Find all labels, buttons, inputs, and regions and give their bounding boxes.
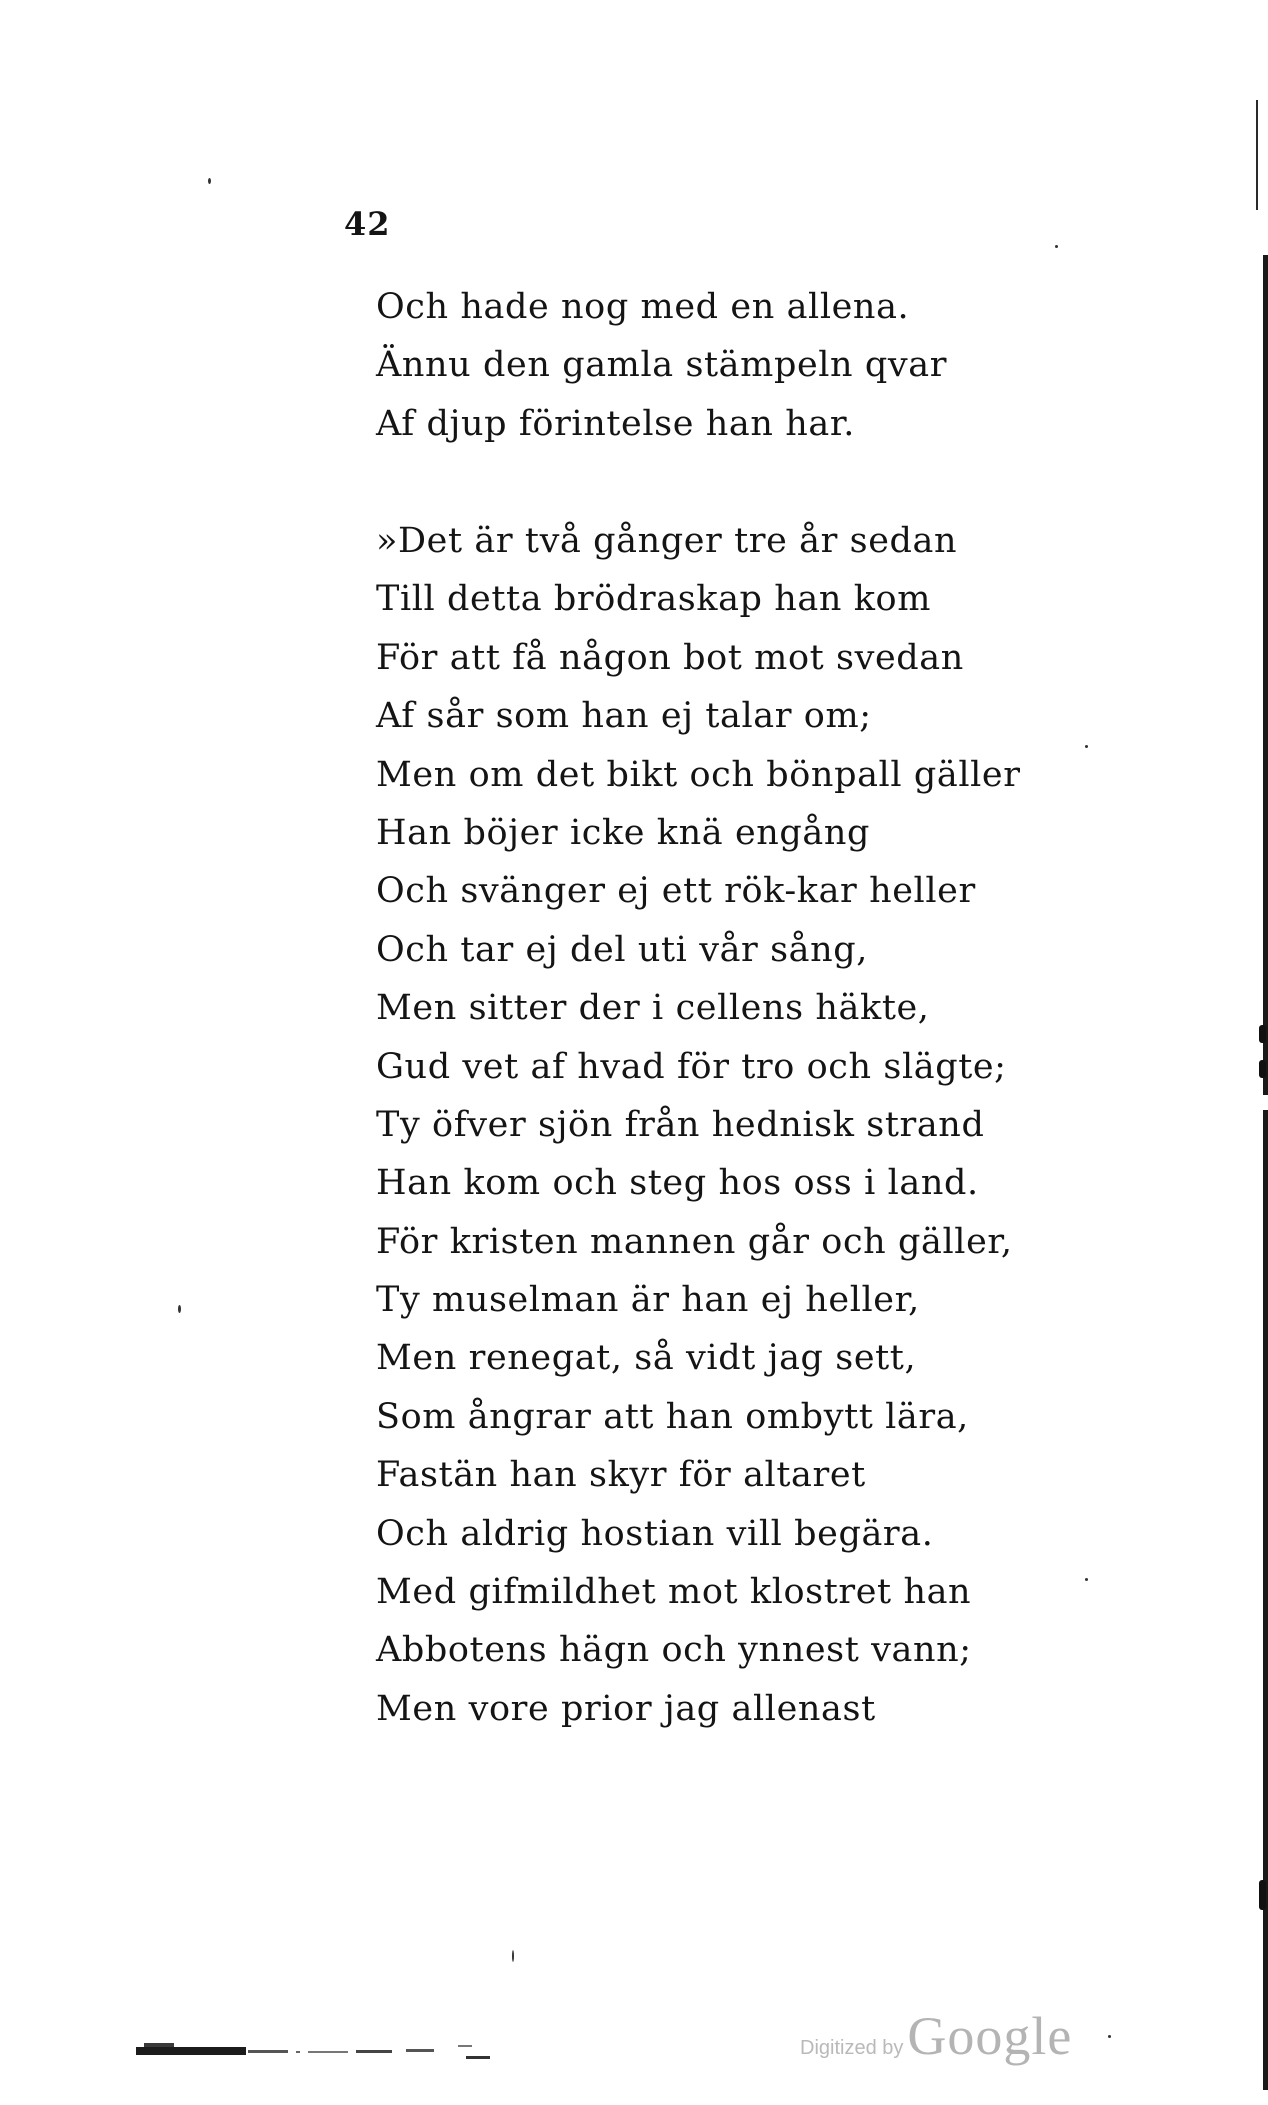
scan-speck: [1085, 745, 1088, 748]
poem-line: Gud vet af hvad för tro och slägte;: [376, 1046, 1007, 1087]
poem-line: För att få någon bot mot svedan: [376, 637, 964, 678]
poem-line: För kristen mannen går och gäller,: [376, 1221, 1013, 1262]
scan-speck: [512, 1950, 514, 1962]
poem-line: Med gifmildhet mot klostret han: [376, 1572, 972, 1613]
poem-line: Men renegat, så vidt jag sett,: [376, 1338, 917, 1379]
poem-line: Han kom och steg hos oss i land.: [376, 1163, 979, 1204]
scan-speck: [1085, 1578, 1088, 1581]
watermark-brand: Google: [907, 2006, 1073, 2066]
poem-line: Han böjer icke knä engång: [376, 812, 871, 853]
poem-line: Af sår som han ej talar om;: [376, 696, 872, 737]
scan-edge-blob: [1259, 1880, 1266, 1910]
poem-line: Ty öfver sjön från hednisk strand: [376, 1104, 985, 1145]
poem-line: Men om det bikt och bönpall gäller: [376, 754, 1021, 795]
poem-line: Till detta brödraskap han kom: [376, 579, 932, 620]
digitization-watermark: [800, 2005, 1072, 2067]
poem-line: »Det är två gånger tre år sedan: [376, 521, 958, 561]
poem-line: Och aldrig hostian vill begära.: [376, 1513, 934, 1554]
scan-speck: [208, 178, 211, 184]
watermark-prefix: Digitized by: [800, 2037, 904, 2059]
poem-line: Abbotens hägn och ynnest vann;: [376, 1630, 972, 1671]
poem-line: Fastän han skyr för altaret: [376, 1455, 866, 1496]
scan-speck: [1108, 2035, 1111, 2038]
scan-binding-edge: [1263, 255, 1268, 1095]
scan-edge-blob: [1259, 1060, 1266, 1078]
poem-line: Men sitter der i cellens häkte,: [376, 988, 930, 1029]
poem-line: Som ångrar att han ombytt lära,: [376, 1396, 969, 1437]
poem-line: Och tar ej del uti vår sång,: [376, 929, 868, 970]
scan-speck: [178, 1305, 181, 1313]
poem-line: Och svänger ej ett rök-kar heller: [376, 871, 976, 912]
scan-speck: [1055, 245, 1058, 248]
poem-stanza-2: [376, 512, 1076, 1738]
poem-line: Och hade nog med en allena.: [376, 287, 910, 327]
scan-binding-edge: [1263, 1110, 1268, 2090]
poem-line: Af djup förintelse han har.: [376, 403, 856, 444]
poem-line: Ty muselman är han ej heller,: [376, 1280, 920, 1321]
scan-edge-blob: [1259, 1025, 1266, 1043]
poem-stanza-1: [376, 278, 1076, 453]
poem-line: Men vore prior jag allenast: [376, 1688, 876, 1729]
page-number: 42: [344, 205, 391, 243]
scan-edge-mark: [1256, 100, 1258, 210]
poem-line: Ännu den gamla stämpeln qvar: [376, 345, 948, 386]
scan-smudge: [136, 2041, 556, 2061]
